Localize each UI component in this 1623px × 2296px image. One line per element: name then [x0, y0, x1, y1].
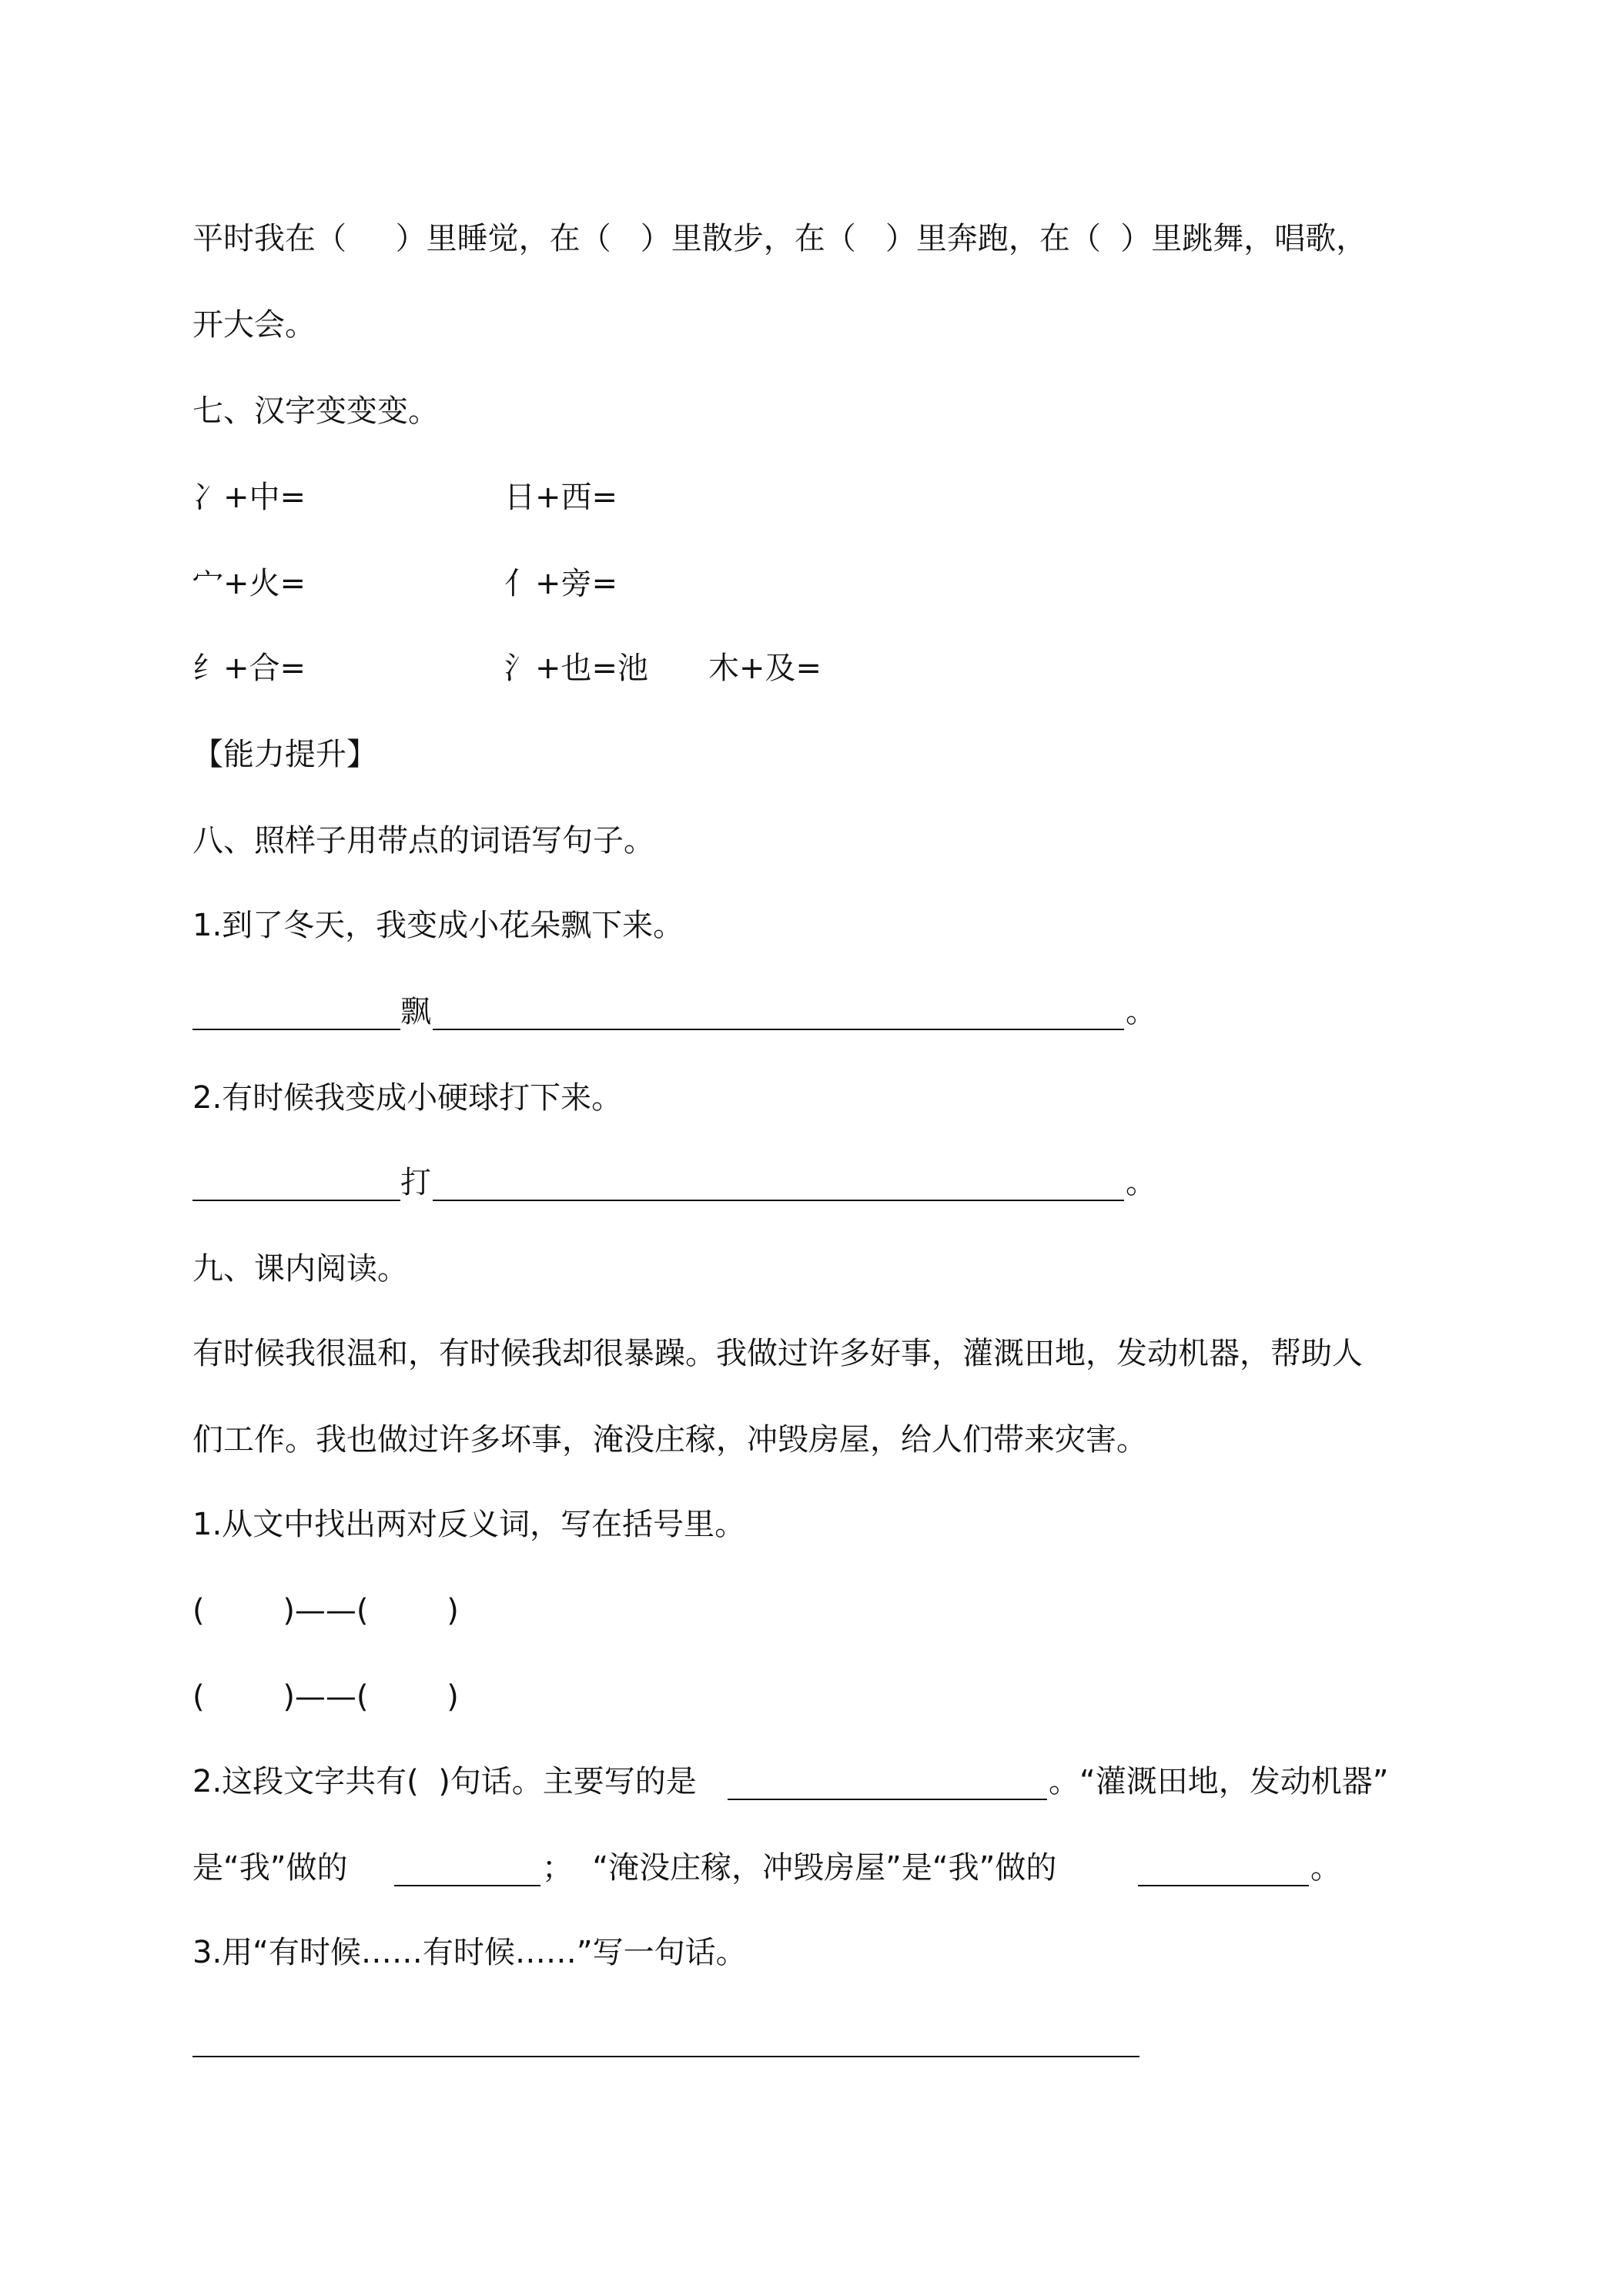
fill-sentence-line-1: 平时我在（ ）里睡觉，在（ ）里散步，在（ ）里奔跑，在（ ）里跳舞，唱歌， — [192, 221, 1367, 256]
section-nine-question-3: 3.用“有时候……有时候……”写一句话。 — [192, 1935, 747, 1970]
answer-blank-2b[interactable] — [433, 1200, 1124, 1201]
antonym-pair-1[interactable]: ( )——( ) — [192, 1593, 459, 1628]
answer-blank-good-deed[interactable] — [394, 1885, 540, 1886]
section-nine-question-2-part-1: 2.这段文字共有( )句话。主要写的是 — [192, 1764, 697, 1799]
section-eight-heading: 八、照样子用带点的词语写句子。 — [192, 823, 654, 858]
ability-heading: 【能力提升】 — [192, 737, 377, 772]
section-nine-question-2-part-5: 。 — [1310, 1850, 1341, 1886]
section-nine-question-2-part-3: 是“我”做的 — [192, 1850, 348, 1886]
answer-blank-sentence[interactable] — [192, 2056, 1139, 2057]
fill-sentence-line-2: 开大会。 — [192, 307, 316, 343]
answer-blank-1b[interactable] — [433, 1029, 1124, 1030]
period-1: 。 — [1126, 994, 1156, 1029]
char-item-1: 冫+中= — [192, 480, 306, 515]
word-piao: 飘 — [400, 994, 431, 1029]
answer-blank-main-idea[interactable] — [728, 1799, 1047, 1800]
antonym-pair-2[interactable]: ( )——( ) — [192, 1679, 459, 1715]
answer-blank-bad-deed[interactable] — [1138, 1885, 1309, 1886]
answer-blank-2a[interactable] — [192, 1200, 400, 1201]
section-nine-heading: 九、课内阅读。 — [192, 1251, 408, 1287]
section-eight-question-2: 2.有时候我变成小硬球打下来。 — [192, 1080, 623, 1116]
section-nine-question-2-part-4: ； “淹没庄稼，冲毁房屋”是“我”做的 — [542, 1850, 1057, 1886]
char-item-2: 日+西= — [504, 480, 618, 515]
period-2: 。 — [1126, 1165, 1156, 1200]
section-nine-question-2-part-2: 。“灌溉田地，发动机器” — [1049, 1764, 1389, 1799]
char-item-5: 纟+合= — [192, 651, 306, 686]
char-item-6: 氵+也=池 — [504, 651, 649, 686]
word-da: 打 — [400, 1165, 431, 1200]
section-nine-question-1: 1.从文中找出两对反义词，写在括号里。 — [192, 1507, 746, 1542]
answer-blank-1a[interactable] — [192, 1029, 400, 1030]
char-item-4: 亻+旁= — [504, 566, 618, 601]
reading-passage-line-2: 们工作。我也做过许多坏事，淹没庄稼，冲毁房屋，给人们带来灾害。 — [192, 1422, 1147, 1458]
char-item-7: 木+及= — [708, 651, 822, 686]
reading-passage-line-1: 有时候我很温和，有时候我却很暴躁。我做过许多好事，灌溉田地，发动机器，帮助人 — [192, 1336, 1363, 1371]
section-eight-question-1: 1.到了冬天，我变成小花朵飘下来。 — [192, 908, 684, 943]
char-item-3: 宀+火= — [192, 566, 306, 601]
section-seven-heading: 七、汉字变变变。 — [192, 393, 439, 429]
